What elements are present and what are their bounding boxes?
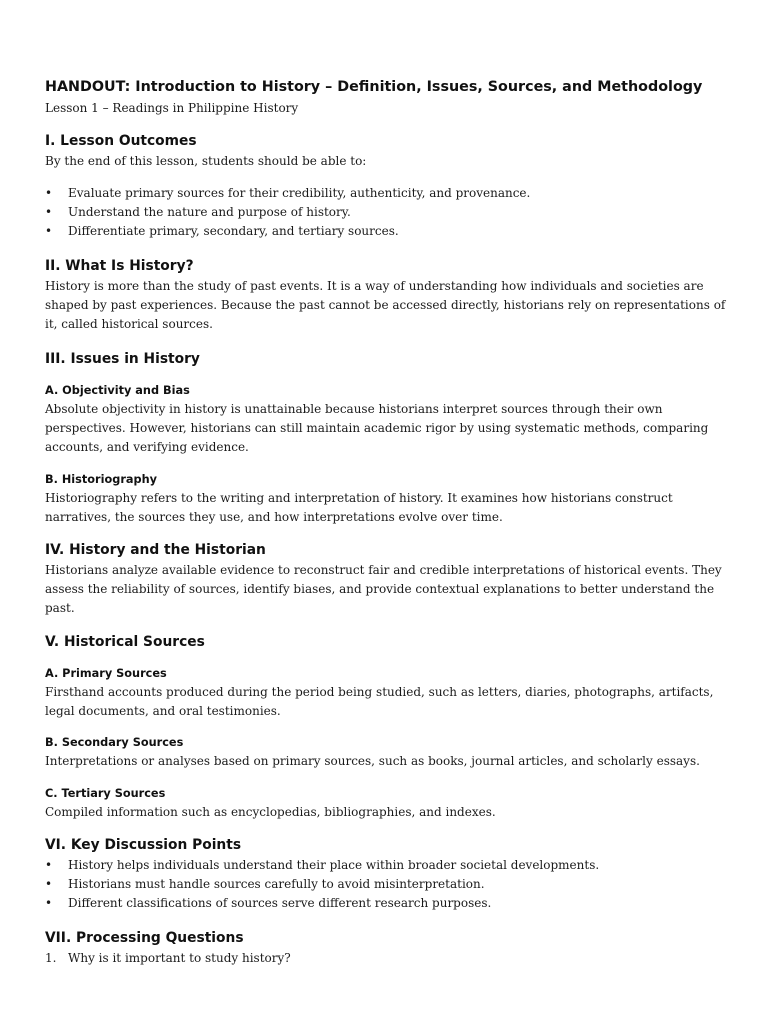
list-item: • Historians must handle sources carefully to avoid misinterpretation. bbox=[45, 875, 735, 894]
list-number: 1. bbox=[45, 951, 57, 965]
list-item: • Differentiate primary, secondary, and tertiary sources. bbox=[45, 222, 735, 241]
section-heading-what-is-history: II. What Is History? bbox=[45, 258, 194, 274]
historiography-body: Historiography refers to the writing and interpretation of history. It examines how historians construct narratives, the sources they use, and how interpretations evolve over time. bbox=[45, 491, 673, 524]
list-item: • Different classifications of sources serve different research purposes. bbox=[45, 894, 735, 913]
section-heading-lesson-outcomes: I. Lesson Outcomes bbox=[45, 133, 197, 149]
bullet-icon: • bbox=[45, 205, 53, 219]
section-heading-processing-questions: VII. Processing Questions bbox=[45, 930, 244, 946]
document-title: HANDOUT: Introduction to History – Definition, Issues, Sources, and Methodology bbox=[45, 79, 703, 95]
outcomes-list bbox=[45, 184, 735, 241]
tertiary-sources-body: Compiled information such as encyclopedias, bibliographies, and indexes. bbox=[45, 805, 496, 819]
section-heading-discussion: VI. Key Discussion Points bbox=[45, 837, 242, 853]
section-heading-issues: III. Issues in History bbox=[45, 351, 200, 367]
list-item: 1. Why is it important to study history? bbox=[45, 949, 735, 968]
secondary-sources-body: Interpretations or analyses based on primary sources, such as books, journal articles, and scholarly essays. bbox=[45, 754, 700, 768]
subheading-secondary-sources: B. Secondary Sources bbox=[45, 736, 184, 749]
objectivity-body: Absolute objectivity in history is unattainable because historians interpret sources through their own perspectives. However, historians can still maintain academic rigor by using systematic methods, comparing accounts, and verifying evidence. bbox=[45, 402, 709, 454]
list-item: • Understand the nature and purpose of history. bbox=[45, 203, 735, 222]
subheading-primary-sources: A. Primary Sources bbox=[45, 667, 167, 680]
subheading-tertiary-sources: C. Tertiary Sources bbox=[45, 787, 166, 800]
what-is-history-body: History is more than the study of past events. It is a way of understanding how individuals and societies are shaped by past experiences. Because the past cannot be accessed directly, historians rely on representations of it, called historical sources. bbox=[45, 279, 726, 331]
questions-list bbox=[45, 949, 735, 968]
bullet-icon: • bbox=[45, 896, 53, 910]
document-content bbox=[45, 76, 735, 968]
outcomes-intro: By the end of this lesson, students should be able to: bbox=[45, 154, 367, 168]
section-heading-historian: IV. History and the Historian bbox=[45, 542, 266, 558]
historian-body: Historians analyze available evidence to reconstruct fair and credible interpretations of historical events. They assess the reliability of sources, identify biases, and provide contextual explanations to better understand the past. bbox=[45, 563, 722, 615]
document-subtitle: Lesson 1 – Readings in Philippine History bbox=[45, 101, 299, 115]
bullet-icon: • bbox=[45, 224, 53, 238]
bullet-icon: • bbox=[45, 877, 53, 891]
primary-sources-body: Firsthand accounts produced during the period being studied, such as letters, diaries, photographs, artifacts, legal documents, and oral testimonies. bbox=[45, 685, 714, 718]
subheading-objectivity: A. Objectivity and Bias bbox=[45, 384, 190, 397]
bullet-icon: • bbox=[45, 186, 53, 200]
subheading-historiography: B. Historiography bbox=[45, 473, 158, 486]
discussion-list bbox=[45, 856, 735, 913]
section-heading-historical-sources: V. Historical Sources bbox=[45, 634, 205, 650]
bullet-icon: • bbox=[45, 858, 53, 872]
list-item: • History helps individuals understand their place within broader societal developments. bbox=[45, 856, 735, 875]
list-item: • Evaluate primary sources for their credibility, authenticity, and provenance. bbox=[45, 184, 735, 203]
